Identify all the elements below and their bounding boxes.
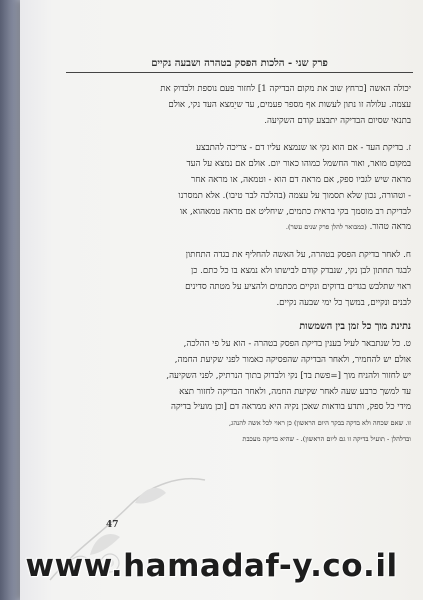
text-line-small: זו. שאם שכחה ולא בדקה בבקר היום הראשון) כן ראוי לכל אשה להנהג, [229,419,411,428]
page-body [66,82,411,455]
text-line: ט. כל שנתבאר לעיל בענין בדיקת הפסק בטהרה - הוא על פי ההלכה, [183,339,411,350]
text-line: מראה שיש לגביו ספק, אם מראה דם הוא - וטמאה, או מראה אחר [191,174,411,185]
book-page [20,0,423,600]
text-line: אולם יש להחמיר, ולאחר הבדיקה שהפסיקה כאמור לפני שקיעת החמה, [174,354,411,365]
text-line: ראוי שתלבש בגדים בדוקים ונקיים מכתמים ולהציע על מטתה סדינים [185,281,411,292]
running-header: פרק שני - הלכות הפסק בטהרה ושבעה נקיים [66,58,413,73]
text-line: - וטהורה, נכון שלא תסמוך על עצמה (בהלכה לבר טיבו). אלא תמסרנו [178,190,411,201]
paragraph-t [66,337,411,448]
text-line: יכולה האשה [כרחץ שוב את מקום הבדיקה 1] לחזור פעם נוספת ולבדוק את [160,84,411,94]
text-line: במקום מואר, ואור החשמל כמוהו כאור יום. אולם אם נמצא על העד [186,159,411,170]
text-line: ז. בדיקת העד - אם הוא נקי או שנמצא עליו דם - צריכה להתבצע [196,143,411,154]
intro-paragraph [66,82,411,129]
text-line: מידי כל ספק, ותדע בודאות שאכן נקיה היא ממראה דם [וכן מועיל בדיקה [171,402,411,413]
text-line: לבגד תחתון לבן נקי, שנבדק קודם לבישתו ולא נמצא בו כל כתם. כן [191,265,411,276]
text-line [66,220,411,236]
text-line: בתנאי שסיום הבדיקה יתבצע קודם השקיעה. [264,115,411,126]
text-line: יש לחזור ולהניח מוך [=פשת בד] נקי ולבדוק בתוך הנרתיק, לפני השקיעה, [166,370,411,381]
text-line: לבדיקת רב מוסמך בקי בראית כתמים, שיחליט אם מראה טמאהוא, או [179,206,411,217]
website-watermark: www.hamadaf-y.co.il [25,548,398,584]
text-line: עצמה. עלולה זו נתון לעשות אף מספר פעמים, עד שיֵמצא העד נקי, אולם [168,99,411,110]
section-subheading: נתינת מוך כל זמן בין השמשות [299,321,411,333]
paragraph-z [66,141,411,236]
text-line: לבנים ונקיים, במשך כל ימי שבעה נקיים. [276,297,411,308]
footnote-reference: (כמבואר להלן פרק שנים עשר). [285,223,367,232]
text-line-small: ובדלהלן - תועיל בדיקה זו גם ליום הראשון). - שהיא בדיקה מעכבת [242,434,411,443]
text-fragment: מראה טהור. [369,222,411,233]
text-line: עד למשך כרבע שעה לאחר שקיעת החמה, ולאחר הבדיקה לחזור תצא [179,386,411,397]
paragraph-h [66,248,411,311]
page-number: 47 [106,520,119,530]
text-line: ח. לאחר בדיקת הפסק בטהרה, על האשה להחליף את בגדה התחתון [185,250,411,261]
